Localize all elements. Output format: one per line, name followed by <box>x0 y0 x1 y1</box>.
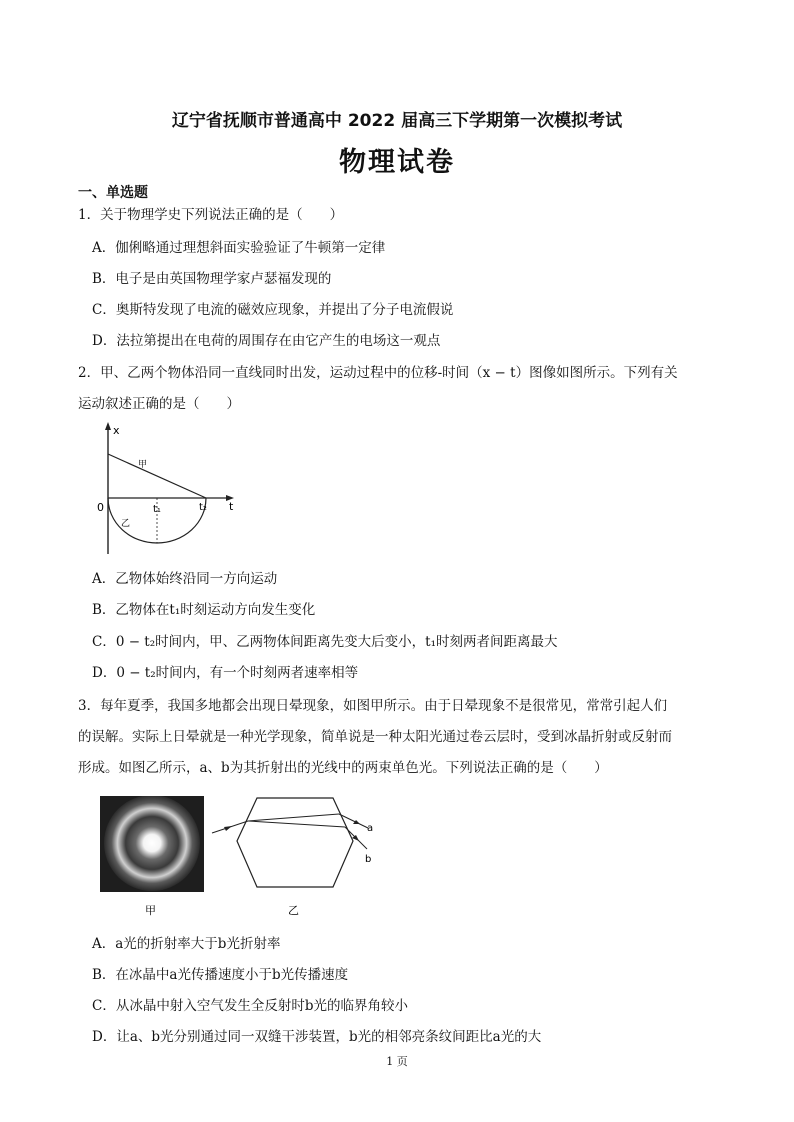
q2-xt-graph <box>90 420 250 560</box>
q3-inner-ray-a <box>248 814 339 821</box>
q3-option-a: A．a光的折射率大于b光折射率 <box>92 936 281 952</box>
q1-option-d: D．法拉第提出在电荷的周围存在由它产生的电场这一观点 <box>92 333 441 349</box>
q1-option-a: A．伽俐略通过理想斜面实验验证了牛顿第一定律 <box>92 240 386 256</box>
q3-inner-ray-b <box>248 821 345 827</box>
q3-incident-arrow <box>224 826 232 831</box>
q3-stem-line3: 形成。如图乙所示，a、b为其折射出的光线中的两束单色光。下列说法正确的是（ ） <box>78 760 608 776</box>
q3-stem-line1: 3．每年夏季，我国多地都会出现日晕现象，如图甲所示。由于日晕现象不是很常见，常常引起人们 <box>78 698 668 714</box>
q3-ice-crystal <box>237 798 353 887</box>
q2-t2-label: t₂ <box>199 502 207 513</box>
q2-y-arrow <box>105 422 111 430</box>
q2-option-b: B．乙物体在t₁时刻运动方向发生变化 <box>92 602 316 618</box>
exam-title: 辽宁省抚顺市普通高中 2022 届高三下学期第一次模拟考试 <box>171 111 623 131</box>
exam-subtitle: 物理试卷 <box>339 147 455 178</box>
q2-y-label: x <box>113 424 120 437</box>
q3-photo-caption: 甲 <box>145 904 156 917</box>
q2-stem-line2: 运动叙述正确的是（ ） <box>78 396 240 412</box>
q3-sun-halo <box>104 796 200 891</box>
q2-origin-label: 0 <box>97 501 104 514</box>
q2-option-d: D．0 − t₂时间内，有一个时刻两者速率相等 <box>92 665 359 681</box>
q3-option-d: D．让a、b光分别通过同一双缝干涉装置，b光的相邻亮条纹间距比a光的大 <box>92 1029 542 1045</box>
q1-option-c: C．奥斯特发现了电流的磁效应现象，并提出了分子电流假说 <box>92 302 454 318</box>
q2-option-c: C．0 − t₂时间内，甲、乙两物体间距离先变大后变小，t₁时刻两者间距离最大 <box>92 634 558 650</box>
q3-ray-a-label: a <box>367 823 374 834</box>
q2-yi-label: 乙 <box>121 519 131 529</box>
q3-stem-line2: 的误解。实际上日晕就是一种光学现象，简单说是一种太阳光通过卷云层时，受到冰晶折射或反射而 <box>78 729 672 745</box>
q3-option-c: C．从冰晶中射入空气发生全反射时b光的临界角较小 <box>92 998 408 1014</box>
q1-option-b: B．电子是由英国物理学家卢瑟福发现的 <box>92 271 332 287</box>
q2-jia-label: 甲 <box>138 460 148 470</box>
q1-stem: 1．关于物理学史下列说法正确的是（ ） <box>78 207 344 223</box>
q2-stem-line1: 2．甲、乙两个物体沿同一直线同时出发，运动过程中的位移-时间（x − t）图像如图所示。下列有关 <box>78 365 678 381</box>
q3-option-b: B．在冰晶中a光传播速度小于b光传播速度 <box>92 967 349 983</box>
page-number: 1 页 <box>386 1055 408 1068</box>
q3-diagram-caption: 乙 <box>288 904 299 917</box>
q3-hexagon-diagram <box>210 796 390 922</box>
q3-ray-a-arrow <box>353 820 360 824</box>
q3-halo-photo <box>100 796 204 922</box>
q2-option-a: A．乙物体始终沿同一方向运动 <box>92 571 278 587</box>
section-heading: 一、单选题 <box>78 185 148 201</box>
q3-ray-b-label: b <box>365 854 372 865</box>
q2-t1-label: t₁ <box>153 504 161 515</box>
q2-curve-jia <box>108 454 206 498</box>
q2-x-label: t <box>229 500 234 513</box>
